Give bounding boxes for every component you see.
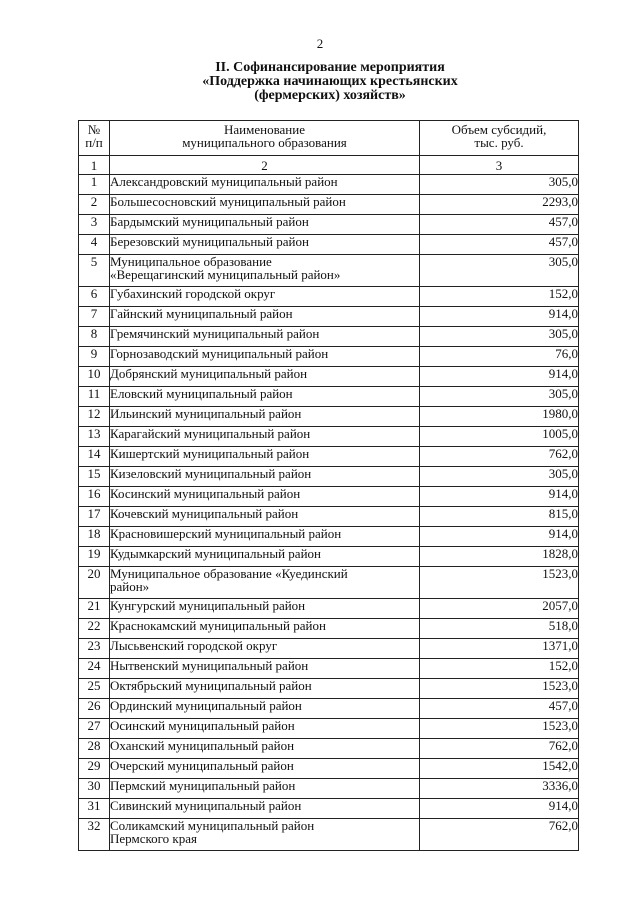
row-number: 9 — [79, 347, 110, 367]
row-number: 8 — [79, 327, 110, 347]
subsidy-amount: 3336,0 — [420, 779, 579, 799]
municipality-name-line-1: Гремячинский муниципальный район — [110, 326, 320, 341]
municipality-name — [110, 819, 420, 851]
subsidy-amount: 1371,0 — [420, 639, 579, 659]
subsidy-amount: 305,0 — [420, 327, 579, 347]
municipality-name-line-1: Красновишерский муниципальный район — [110, 526, 342, 541]
row-number: 3 — [79, 215, 110, 235]
municipality-name — [110, 739, 420, 759]
subsidy-amount: 518,0 — [420, 619, 579, 639]
row-number: 14 — [79, 447, 110, 467]
table-row — [79, 287, 579, 307]
municipality-name-line-1: Лысьвенский городской округ — [110, 638, 278, 653]
municipality-name-line-1: Александровский муниципальный район — [110, 174, 338, 189]
column-index: 3 — [420, 156, 579, 175]
table-row — [79, 699, 579, 719]
subsidy-amount: 914,0 — [420, 799, 579, 819]
municipality-name — [110, 367, 420, 387]
municipality-name — [110, 447, 420, 467]
municipality-name-line-1: Муниципальное образование «Куединский — [110, 566, 348, 581]
table-row — [79, 307, 579, 327]
row-number: 2 — [79, 195, 110, 215]
row-number: 20 — [79, 567, 110, 599]
table-row — [79, 367, 579, 387]
municipality-name-line-1: Березовский муниципальный район — [110, 234, 309, 249]
subsidy-amount: 152,0 — [420, 659, 579, 679]
municipality-name — [110, 487, 420, 507]
municipality-name-line-1: Ординский муниципальный район — [110, 698, 302, 713]
municipality-name-line-1: Соликамский муниципальный район — [110, 818, 315, 833]
table-row — [79, 387, 579, 407]
subsidy-amount: 76,0 — [420, 347, 579, 367]
row-number: 23 — [79, 639, 110, 659]
header-number-line-2: п/п — [85, 135, 103, 150]
row-number: 24 — [79, 659, 110, 679]
row-number: 5 — [79, 255, 110, 287]
table-row — [79, 507, 579, 527]
subsidy-amount: 914,0 — [420, 487, 579, 507]
table-row — [79, 215, 579, 235]
table-row — [79, 599, 579, 619]
subsidy-amount: 762,0 — [420, 447, 579, 467]
table-row — [79, 407, 579, 427]
subsidy-amount: 762,0 — [420, 739, 579, 759]
municipality-name-line-1: Губахинский городской округ — [110, 286, 276, 301]
table-row — [79, 759, 579, 779]
municipality-name — [110, 719, 420, 739]
header-subsidy-line-1: Объем субсидий, — [451, 122, 547, 137]
municipality-name — [110, 407, 420, 427]
municipality-name-line-1: Бардымский муниципальный район — [110, 214, 309, 229]
subsidy-amount: 457,0 — [420, 235, 579, 255]
municipality-name-line-1: Ильинский муниципальный район — [110, 406, 302, 421]
municipality-name — [110, 307, 420, 327]
subsidy-amount: 762,0 — [420, 819, 579, 851]
table-row — [79, 487, 579, 507]
table-row — [79, 567, 579, 599]
row-number: 21 — [79, 599, 110, 619]
subsidy-amount: 1005,0 — [420, 427, 579, 447]
header-number — [79, 121, 110, 156]
subsidy-amount: 1542,0 — [420, 759, 579, 779]
table-row — [79, 799, 579, 819]
table-row — [79, 819, 579, 851]
municipality-name-line-1: Нытвенский муниципальный район — [110, 658, 309, 673]
table-row — [79, 235, 579, 255]
row-number: 15 — [79, 467, 110, 487]
row-number: 26 — [79, 699, 110, 719]
header-municipality-line-2: муниципального образования — [182, 135, 347, 150]
row-number: 32 — [79, 819, 110, 851]
municipality-name — [110, 547, 420, 567]
row-number: 16 — [79, 487, 110, 507]
row-number: 27 — [79, 719, 110, 739]
column-index: 1 — [79, 156, 110, 175]
subsidy-amount: 305,0 — [420, 467, 579, 487]
table-row — [79, 547, 579, 567]
row-number: 28 — [79, 739, 110, 759]
municipality-name-line-1: Октябрьский муниципальный район — [110, 678, 312, 693]
municipality-name — [110, 619, 420, 639]
row-number: 31 — [79, 799, 110, 819]
municipality-name — [110, 215, 420, 235]
subsidy-amount: 1523,0 — [420, 567, 579, 599]
header-number-line-1: № — [87, 122, 101, 137]
municipality-name — [110, 679, 420, 699]
municipality-name-line-1: Косинский муниципальный район — [110, 486, 301, 501]
table-row — [79, 527, 579, 547]
row-number: 29 — [79, 759, 110, 779]
municipality-name — [110, 779, 420, 799]
municipality-name-line-1: Горнозаводский муниципальный район — [110, 346, 329, 361]
subsidy-amount: 1523,0 — [420, 719, 579, 739]
municipality-name — [110, 287, 420, 307]
municipality-name-line-1: Кизеловский муниципальный район — [110, 466, 312, 481]
subsidy-amount: 1980,0 — [420, 407, 579, 427]
municipality-name-line-1: Кишертский муниципальный район — [110, 446, 310, 461]
municipality-name-line-1: Пермский муниципальный район — [110, 778, 296, 793]
subsidy-amount: 2293,0 — [420, 195, 579, 215]
municipality-name — [110, 387, 420, 407]
table-row — [79, 679, 579, 699]
row-number: 17 — [79, 507, 110, 527]
subsidy-amount: 305,0 — [420, 255, 579, 287]
municipality-name-line-1: Сивинский муниципальный район — [110, 798, 302, 813]
municipality-name-line-1: Осинский муниципальный район — [110, 718, 295, 733]
row-number: 22 — [79, 619, 110, 639]
municipality-name-line-1: Гайнский муниципальный район — [110, 306, 293, 321]
municipality-name-line-1: Большесосновский муниципальный район — [110, 194, 346, 209]
header-subsidy — [420, 121, 579, 156]
header-municipality-line-1: Наименование — [224, 122, 305, 137]
row-number: 30 — [79, 779, 110, 799]
subsidy-amount: 457,0 — [420, 699, 579, 719]
municipality-name — [110, 799, 420, 819]
municipality-name-line-1: Карагайский муниципальный район — [110, 426, 311, 441]
municipality-name — [110, 759, 420, 779]
row-number: 19 — [79, 547, 110, 567]
table-row — [79, 719, 579, 739]
row-number: 13 — [79, 427, 110, 447]
municipality-name — [110, 255, 420, 287]
row-number: 10 — [79, 367, 110, 387]
table-row — [79, 175, 579, 195]
table-row — [79, 639, 579, 659]
municipality-name — [110, 427, 420, 447]
municipality-name — [110, 195, 420, 215]
municipality-name — [110, 467, 420, 487]
row-number: 18 — [79, 527, 110, 547]
municipality-name-line-1: Кочевский муниципальный район — [110, 506, 299, 521]
table-header-row — [79, 121, 579, 156]
municipality-name — [110, 659, 420, 679]
municipality-name-line-2: «Верещагинский муниципальный район» — [110, 267, 341, 282]
municipality-name — [110, 327, 420, 347]
municipality-name-line-1: Оханский муниципальный район — [110, 738, 295, 753]
column-index: 2 — [110, 156, 420, 175]
table-row — [79, 447, 579, 467]
row-number: 11 — [79, 387, 110, 407]
row-number: 25 — [79, 679, 110, 699]
section-heading — [120, 61, 540, 103]
row-number: 1 — [79, 175, 110, 195]
subsidy-amount: 2057,0 — [420, 599, 579, 619]
table-row — [79, 347, 579, 367]
table-row — [79, 255, 579, 287]
subsidy-amount: 1523,0 — [420, 679, 579, 699]
subsidy-amount: 1828,0 — [420, 547, 579, 567]
subsidy-amount: 815,0 — [420, 507, 579, 527]
page-number: 2 — [316, 36, 324, 51]
subsidy-amount: 457,0 — [420, 215, 579, 235]
table-row — [79, 195, 579, 215]
table-row — [79, 779, 579, 799]
table-row — [79, 659, 579, 679]
municipality-name-line-1: Очерский муниципальный район — [110, 758, 294, 773]
column-index-row — [79, 156, 579, 175]
table-row — [79, 327, 579, 347]
row-number: 6 — [79, 287, 110, 307]
municipality-name — [110, 235, 420, 255]
table-row — [79, 739, 579, 759]
table-row — [79, 467, 579, 487]
subsidy-amount: 305,0 — [420, 175, 579, 195]
municipality-name-line-2: район» — [110, 579, 150, 594]
municipality-name — [110, 175, 420, 195]
municipality-name — [110, 507, 420, 527]
municipality-name — [110, 599, 420, 619]
subsidy-amount: 914,0 — [420, 367, 579, 387]
heading-line-1: II. Софинансирование мероприятия — [215, 60, 445, 75]
municipality-name-line-1: Краснокамский муниципальный район — [110, 618, 326, 633]
subsidy-amount: 305,0 — [420, 387, 579, 407]
subsidy-amount: 914,0 — [420, 527, 579, 547]
municipality-name — [110, 527, 420, 547]
municipality-name-line-1: Муниципальное образование — [110, 254, 272, 269]
municipality-name-line-2: Пермского края — [110, 831, 197, 846]
header-subsidy-line-2: тыс. руб. — [474, 135, 524, 150]
table-row — [79, 619, 579, 639]
table-body — [79, 175, 579, 851]
subsidy-amount: 152,0 — [420, 287, 579, 307]
subsidy-amount: 914,0 — [420, 307, 579, 327]
municipality-name — [110, 639, 420, 659]
heading-line-3: (фермерских) хозяйств» — [254, 88, 406, 103]
municipality-name — [110, 347, 420, 367]
row-number: 4 — [79, 235, 110, 255]
row-number: 12 — [79, 407, 110, 427]
municipality-name-line-1: Добрянский муниципальный район — [110, 366, 308, 381]
table-row — [79, 427, 579, 447]
row-number: 7 — [79, 307, 110, 327]
municipality-name-line-1: Кудымкарский муниципальный район — [110, 546, 321, 561]
municipality-name — [110, 699, 420, 719]
header-municipality — [110, 121, 420, 156]
subsidies-table — [78, 120, 579, 851]
municipality-name-line-1: Кунгурский муниципальный район — [110, 598, 306, 613]
municipality-name-line-1: Еловский муниципальный район — [110, 386, 293, 401]
heading-line-2: «Поддержка начинающих крестьянских — [202, 74, 458, 89]
municipality-name — [110, 567, 420, 599]
